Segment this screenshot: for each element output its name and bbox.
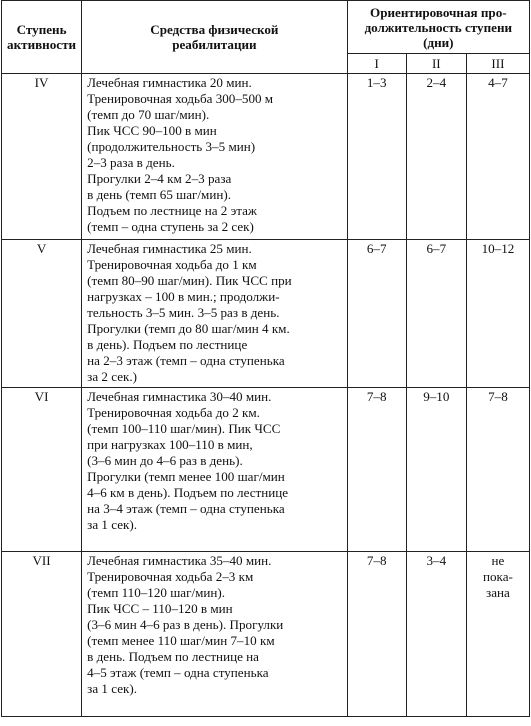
means-line: 4–5 этаж (темп – одна ступенька bbox=[87, 665, 269, 680]
duration-ii-cell: 6–7 bbox=[406, 240, 466, 388]
means-line: Лечебная гимнастика 35–40 мин. bbox=[87, 553, 272, 568]
duration-iii-line: не bbox=[491, 553, 505, 568]
duration-i-cell: 6–7 bbox=[347, 240, 406, 388]
means-cell bbox=[82, 388, 348, 552]
duration-header-line: Ориентировочная про- bbox=[370, 4, 507, 20]
duration-iii-cell bbox=[466, 552, 529, 717]
means-line: (темп до 70 шаг/мин). bbox=[87, 107, 210, 122]
means-line: Тренировочная ходьба до 1 км bbox=[87, 257, 257, 272]
duration-header bbox=[347, 1, 529, 54]
means-line: Лечебная гимнастика 20 мин. bbox=[87, 75, 252, 90]
duration-i-cell: 1–3 bbox=[347, 74, 406, 240]
means-line: (темп менее 110 шаг/мин 7–10 км bbox=[87, 633, 275, 648]
means-line: Лечебная гимнастика 30–40 мин. bbox=[87, 389, 272, 404]
means-line: Лечебная гимнастика 25 мин. bbox=[87, 241, 252, 256]
stage-header-line: активности bbox=[7, 37, 77, 52]
means-header bbox=[82, 1, 348, 74]
means-line: Пик ЧСС – 110–120 в мин bbox=[87, 601, 233, 616]
col-header-i: I bbox=[347, 54, 406, 74]
means-cell bbox=[82, 240, 348, 388]
table-row bbox=[2, 240, 530, 388]
means-line: Подъем по лестнице на 2 этаж bbox=[87, 203, 257, 218]
duration-header-line: (дни) bbox=[423, 34, 454, 50]
means-line: (3–6 мин 4–6 раз в день). Прогулки bbox=[87, 617, 284, 632]
means-line: (темп 110–120 шаг/мин). bbox=[87, 585, 226, 600]
means-line: Тренировочная ходьба 300–500 м bbox=[87, 91, 274, 106]
means-line: 2–3 раза в день. bbox=[87, 155, 175, 170]
means-line: нагрузках – 100 в мин.; продолжи- bbox=[87, 289, 280, 304]
stage-header bbox=[2, 1, 82, 74]
means-line: Прогулки (темп менее 100 шаг/мин bbox=[87, 469, 285, 484]
means-line: (3–6 мин до 4–6 раз в день). bbox=[87, 453, 243, 468]
duration-iii-line: пока- bbox=[482, 569, 513, 584]
means-line: на 3–4 этаж (темп – одна ступенька bbox=[87, 501, 285, 516]
means-line: за 1 сек). bbox=[87, 517, 137, 532]
stage-cell: VI bbox=[2, 388, 82, 552]
stage-cell: VII bbox=[2, 552, 82, 717]
rehab-table bbox=[1, 0, 530, 717]
means-line: в день). Подъем по лестнице bbox=[87, 337, 248, 352]
means-line: (темп 100–110 шаг/мин). Пик ЧСС bbox=[87, 421, 281, 436]
means-line: за 1 сек). bbox=[87, 681, 137, 696]
means-line: Пик ЧСС 90–100 в мин bbox=[87, 123, 217, 138]
means-line: в день (темп 65 шаг/мин). bbox=[87, 187, 231, 202]
means-line: Тренировочная ходьба до 2 км. bbox=[87, 405, 260, 420]
duration-i-cell: 7–8 bbox=[347, 552, 406, 717]
means-line: за 2 сек.) bbox=[87, 369, 137, 384]
means-line: Тренировочная ходьба 2–3 км bbox=[87, 569, 254, 584]
stage-cell: V bbox=[2, 240, 82, 388]
means-cell bbox=[82, 552, 348, 717]
means-line: (темп – одна ступень за 2 сек) bbox=[87, 219, 254, 234]
means-header-line: реабилитации bbox=[172, 37, 257, 52]
means-header-line: Средства физической bbox=[150, 22, 279, 37]
table-row bbox=[2, 552, 530, 717]
stage-header-line: Ступень bbox=[16, 22, 67, 37]
duration-ii-cell: 9–10 bbox=[406, 388, 466, 552]
col-header-iii: III bbox=[466, 54, 529, 74]
header-row bbox=[2, 1, 530, 54]
col-header-ii: II bbox=[406, 54, 466, 74]
means-line: Прогулки (темп до 80 шаг/мин 4 км. bbox=[87, 321, 290, 336]
duration-ii-cell: 3–4 bbox=[406, 552, 466, 717]
means-line: в день. Подъем по лестнице на bbox=[87, 649, 259, 664]
means-line: тельность 3–5 мин. 3–5 раз в день. bbox=[87, 305, 280, 320]
means-cell bbox=[82, 74, 348, 240]
stage-cell: IV bbox=[2, 74, 82, 240]
duration-iii-line: зана bbox=[486, 585, 510, 600]
table-row bbox=[2, 388, 530, 552]
means-line: (продолжительность 3–5 мин) bbox=[87, 139, 256, 154]
means-line: при нагрузках 100–110 в мин, bbox=[87, 437, 253, 452]
table-row bbox=[2, 74, 530, 240]
means-line: Прогулки 2–4 км 2–3 раза bbox=[87, 171, 232, 186]
duration-iii-cell: 4–7 bbox=[466, 74, 529, 240]
means-line: на 2–3 этаж (темп – одна ступенька bbox=[87, 353, 285, 368]
duration-iii-cell: 10–12 bbox=[466, 240, 529, 388]
duration-i-cell: 7–8 bbox=[347, 388, 406, 552]
duration-ii-cell: 2–4 bbox=[406, 74, 466, 240]
duration-header-line: должительность ступени bbox=[364, 19, 513, 35]
means-line: 4–6 км в день). Подъем по лестнице bbox=[87, 485, 289, 500]
duration-iii-cell: 7–8 bbox=[466, 388, 529, 552]
means-line: (темп 80–90 шаг/мин). Пик ЧСС при bbox=[87, 273, 292, 288]
